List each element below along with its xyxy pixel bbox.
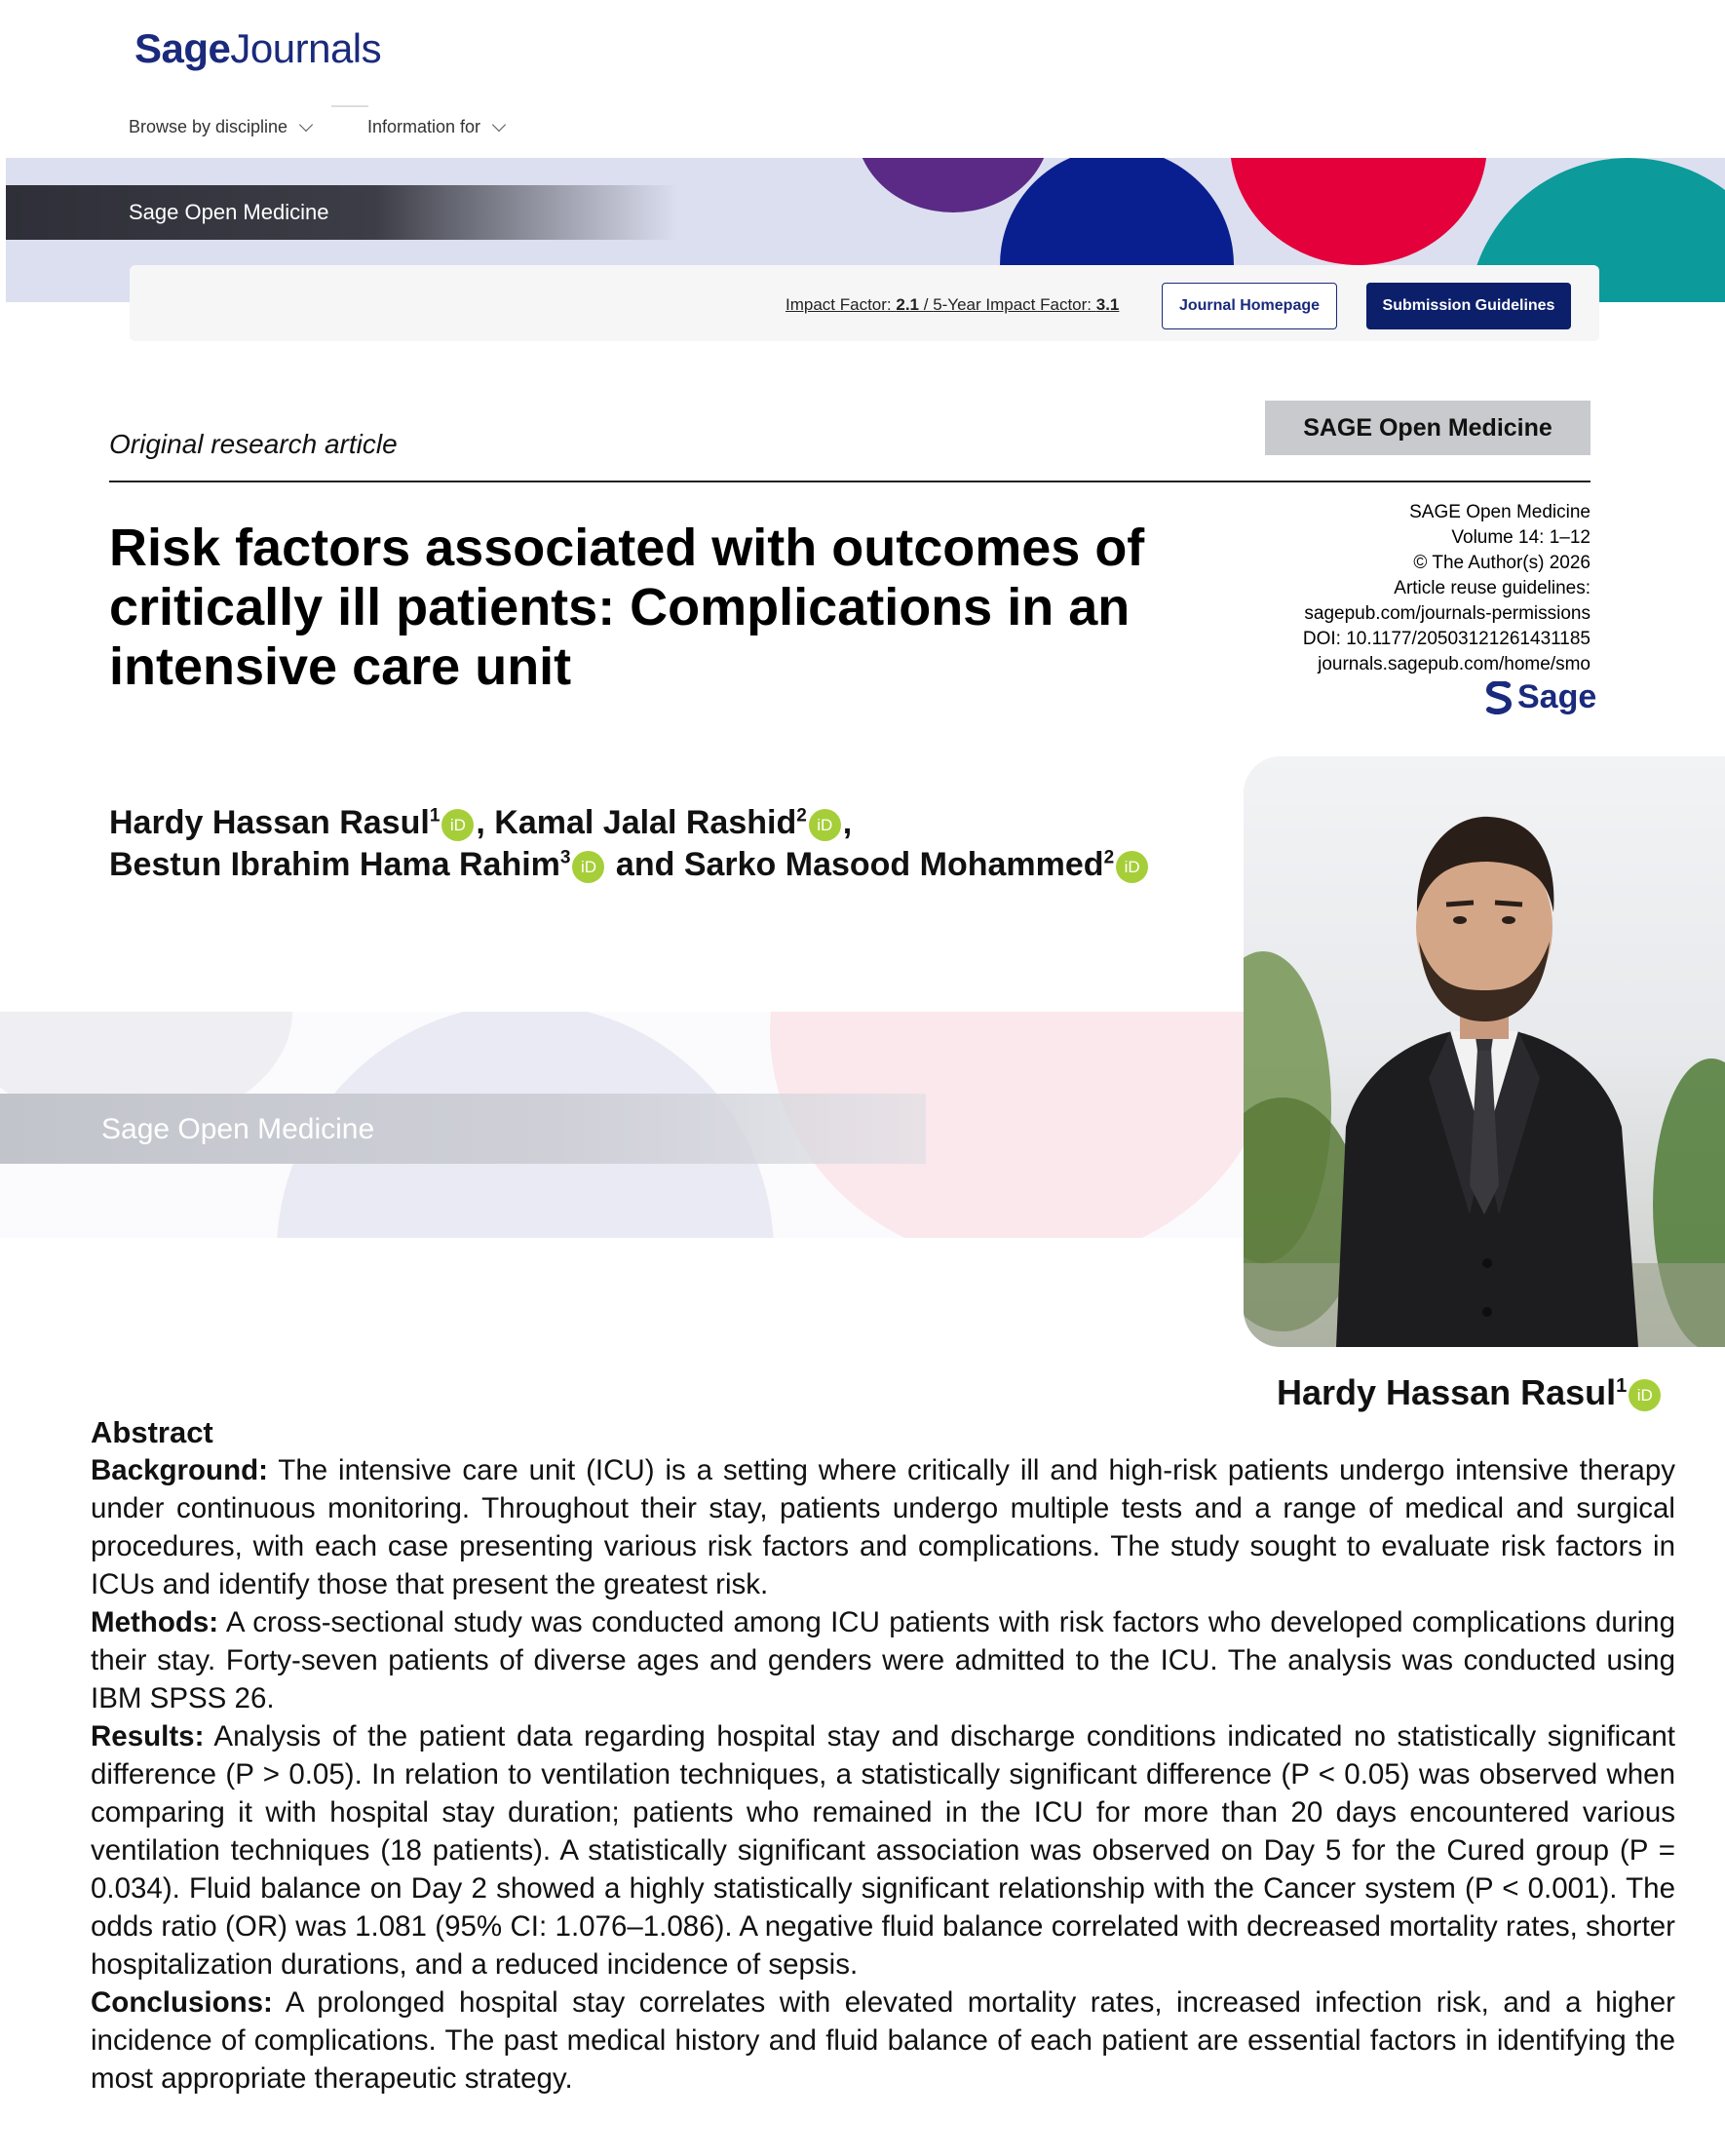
five-year-impact-value: 3.1 — [1095, 295, 1120, 314]
meta-reuse-label: Article reuse guidelines: — [1394, 578, 1591, 598]
author-affiliation: 3 — [559, 847, 571, 868]
submission-guidelines-button[interactable]: Submission Guidelines — [1366, 283, 1571, 329]
author-portrait-image — [1244, 756, 1725, 1347]
photo-caption — [1277, 1372, 1686, 1413]
orcid-icon[interactable]: iD — [1116, 851, 1148, 883]
article-meta — [1169, 500, 1591, 677]
author-name[interactable]: Kamal Jalal Rashid — [494, 804, 797, 841]
author-photo — [1244, 756, 1725, 1347]
section-label: Methods: — [91, 1606, 219, 1638]
faded-journal-strip — [0, 1094, 926, 1164]
author-name[interactable]: Hardy Hassan Rasul — [109, 804, 430, 841]
chevron-down-icon — [299, 117, 313, 131]
abstract-results — [91, 1717, 1675, 1983]
abstract — [91, 1413, 1675, 2098]
journal-name-strip[interactable] — [6, 185, 678, 240]
author-affiliation: 2 — [1103, 847, 1115, 868]
sage-journals-logo[interactable] — [134, 25, 381, 72]
sage-s-icon — [1486, 681, 1512, 714]
author-affiliation: 1 — [429, 805, 441, 827]
banner-circle-red — [1230, 158, 1487, 265]
nav-browse-by-discipline[interactable] — [129, 117, 311, 137]
impact-separator: / — [919, 295, 934, 314]
section-text: The intensive care unit (ICU) is a setting where critically ill and high-risk patients undergo intensive therapy under continuous monitoring. Throughout their stay, patients undergo multiple tests and a range of medical and surgical procedures, with each case presenting various risk factors and complications. The study sought to evaluate risk factors in ICUs and identify those that present the greatest risk. — [91, 1454, 1675, 1600]
orcid-icon[interactable]: iD — [1629, 1379, 1661, 1411]
impact-factor-link[interactable] — [786, 295, 1119, 315]
photo-author-affiliation: 1 — [1616, 1375, 1628, 1397]
journal-name-box: SAGE Open Medicine — [1265, 401, 1591, 455]
five-year-impact-prefix: 5-Year Impact Factor: — [933, 295, 1096, 314]
meta-journal: SAGE Open Medicine — [1409, 502, 1591, 522]
article-title: Risk factors associated with outcomes of critically ill patients: Complications in an intensive care unit — [109, 519, 1145, 696]
meta-doi[interactable]: DOI: 10.1177/20503121261431185 — [1302, 629, 1591, 649]
author-list — [109, 802, 1230, 886]
journal-name: Sage Open Medicine — [129, 200, 329, 224]
abstract-heading: Abstract — [91, 1415, 213, 1449]
author-name[interactable]: Bestun Ibrahim Hama Rahim — [109, 846, 560, 883]
author-separator: and — [606, 846, 684, 883]
orcid-icon[interactable]: iD — [441, 809, 474, 841]
photo-author-name: Hardy Hassan Rasul — [1277, 1372, 1617, 1412]
section-label: Conclusions: — [91, 1986, 273, 2019]
faded-journal-name: Sage Open Medicine — [101, 1113, 375, 1145]
meta-copyright: © The Author(s) 2026 — [1413, 553, 1591, 573]
nav-divider — [331, 105, 368, 107]
nav-browse-label: Browse by discipline — [129, 117, 288, 136]
abstract-conclusions — [91, 1983, 1675, 2098]
impact-factor-prefix: Impact Factor: — [786, 295, 897, 314]
sage-publisher-logo — [1486, 678, 1596, 716]
section-label: Background: — [91, 1454, 268, 1486]
nav-information-for[interactable] — [367, 117, 504, 137]
author-separator: , — [842, 804, 853, 841]
chevron-down-icon — [492, 117, 506, 131]
author-affiliation: 2 — [796, 805, 807, 827]
section-text: A cross-sectional study was conducted among ICU patients with risk factors who developed complications during their stay. Forty-seven patients of diverse ages and genders were admitted to the ICU. The analysis was conducted using IBM SPSS 26. — [91, 1606, 1675, 1714]
abstract-background — [91, 1451, 1675, 1603]
header-rule — [109, 481, 1591, 482]
abstract-methods — [91, 1603, 1675, 1717]
orcid-icon[interactable]: iD — [572, 851, 604, 883]
meta-permissions-link[interactable]: sagepub.com/journals-permissions — [1304, 603, 1591, 624]
author-separator: , — [476, 804, 495, 841]
sage-logo-text: Sage — [1517, 678, 1597, 715]
logo-sage: Sage — [134, 25, 231, 71]
orcid-icon[interactable]: iD — [809, 809, 841, 841]
logo-journals: Journals — [230, 25, 382, 71]
section-label: Results: — [91, 1720, 205, 1752]
author-name[interactable]: Sarko Masood Mohammed — [683, 846, 1104, 883]
impact-factor-value: 2.1 — [896, 295, 920, 314]
journal-homepage-button[interactable]: Journal Homepage — [1162, 283, 1337, 329]
meta-volume: Volume 14: 1–12 — [1451, 527, 1591, 548]
nav-information-label: Information for — [367, 117, 481, 136]
meta-journal-url[interactable]: journals.sagepub.com/home/smo — [1318, 654, 1591, 674]
section-text: A prolonged hospital stay correlates with elevated mortality rates, increased infection risk, and a higher incidence of complications. The past medical history and fluid balance of each patient are essential factors in identifying the most appropriate therapeutic strategy. — [91, 1986, 1675, 2095]
article-type: Original research article — [109, 429, 398, 459]
section-text: Analysis of the patient data regarding hospital stay and discharge conditions indicated no statistically significant difference (P > 0.05). In relation to ventilation techniques, a statistically significant difference (P < 0.05) was observed when comparing it with hospital stay duration; patients who remained in the ICU for more than 20 days encountered various ventilation techniques (18 patients). A statistically significant association was observed on Day 5 for the Cured group (P = 0.034). Fluid balance on Day 2 showed a highly statistically significant relationship with the Cancer system (P < 0.001). The odds ratio (OR) was 1.081 (95% CI: 1.076–1.086). A negative fluid balance correlated with decreased mortality rates, shorter hospitalization durations, and a reduced incidence of sepsis. — [91, 1720, 1675, 1981]
